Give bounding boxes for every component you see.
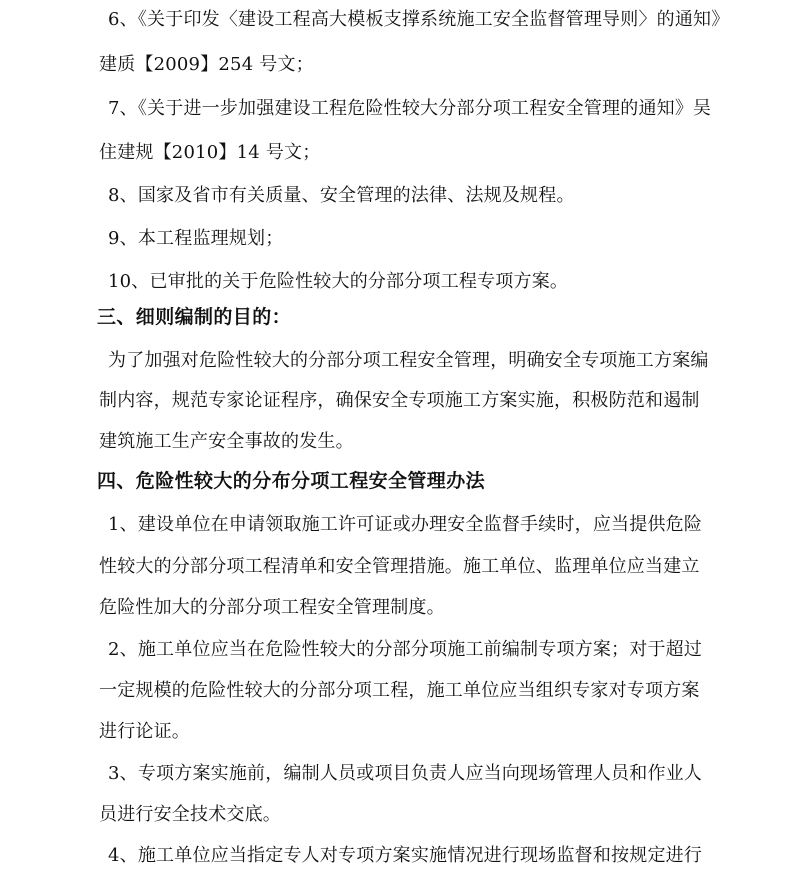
basis-item-8: 8、国家及省市有关质量、安全管理的法律、法规及规程。 bbox=[108, 185, 575, 206]
section-3-paragraph-line-2: 制内容，规范专家论证程序，确保安全专项施工方案实施，积极防范和遏制 bbox=[99, 390, 700, 411]
section-4-item-3-line-1: 3、专项方案实施前，编制人员或项目负责人应当向现场管理人员和作业人 bbox=[108, 763, 703, 784]
section-4-item-2-line-1: 2、施工单位应当在危险性较大的分部分项施工前编制专项方案；对于超过 bbox=[108, 639, 703, 660]
section-4-item-4-line-1: 4、施工单位应当指定专人对专项方案实施情况进行现场监督和按规定进行 bbox=[108, 845, 703, 866]
section-4-item-2-line-3: 进行论证。 bbox=[99, 721, 190, 742]
section-4-item-3-line-2: 员进行安全技术交底。 bbox=[99, 804, 281, 825]
section-4-item-1-line-2: 性较大的分部分项工程清单和安全管理措施。施工单位、监理单位应当建立 bbox=[99, 556, 700, 577]
basis-item-10: 10、已审批的关于危险性较大的分部分项工程专项方案。 bbox=[108, 271, 569, 292]
basis-item-6-line-2: 建质【2009】254 号文； bbox=[99, 54, 314, 75]
section-4-item-1-line-3: 危险性加大的分部分项工程安全管理制度。 bbox=[99, 597, 445, 618]
basis-item-6-line-1: 6、《关于印发〈建设工程高大模板支撑系统施工安全监督管理导则〉的通知》 bbox=[108, 9, 730, 30]
section-4-heading: 四、危险性较大的分布分项工程安全管理办法 bbox=[97, 470, 486, 492]
section-3-heading: 三、细则编制的目的： bbox=[97, 306, 292, 328]
basis-item-9: 9、本工程监理规划； bbox=[108, 228, 284, 249]
section-3-paragraph-line-1: 为了加强对危险性较大的分部分项工程安全管理，明确安全专项施工方案编 bbox=[108, 350, 709, 371]
basis-item-7-line-2: 住建规【2010】14 号文； bbox=[99, 142, 321, 163]
section-4-item-2-line-2: 一定规模的危险性较大的分部分项工程，施工单位应当组织专家对专项方案 bbox=[99, 680, 700, 701]
section-3-paragraph-line-3: 建筑施工生产安全事故的发生。 bbox=[99, 431, 354, 452]
section-4-item-1-line-1: 1、建设单位在申请领取施工许可证或办理安全监督手续时，应当提供危险 bbox=[108, 514, 703, 535]
basis-item-7-line-1: 7、《关于进一步加强建设工程危险性较大分部分项工程安全管理的通知》吴 bbox=[108, 98, 712, 119]
